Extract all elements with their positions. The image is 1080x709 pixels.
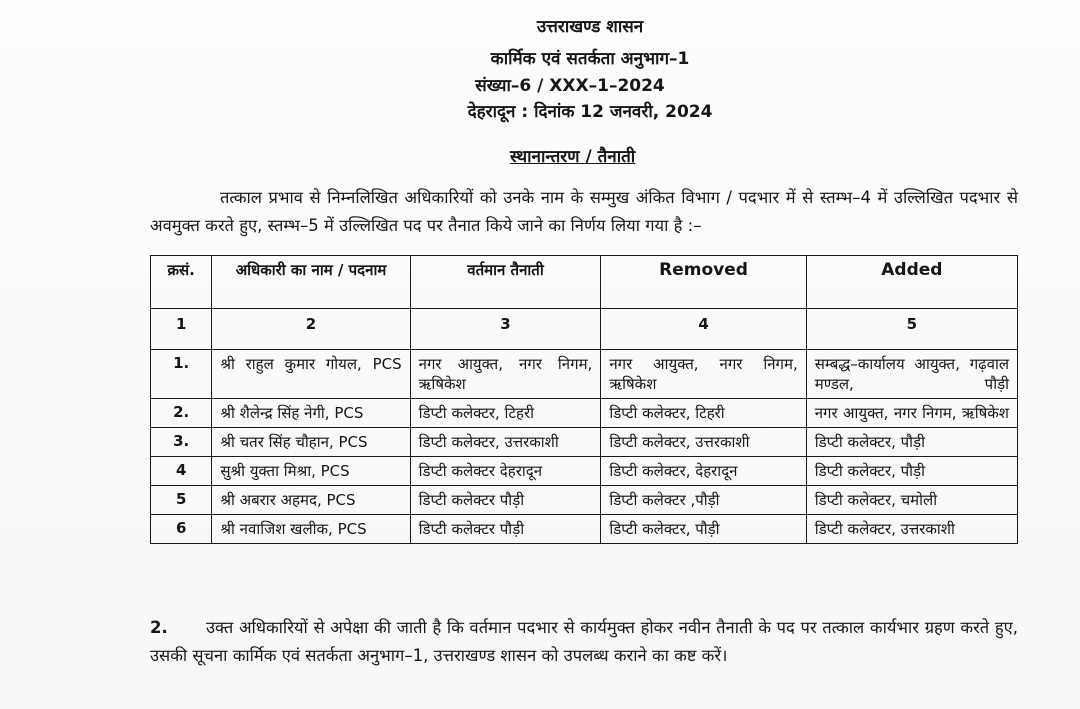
header-serial: क्रसं.	[151, 256, 212, 309]
transfer-table	[150, 255, 1018, 544]
table-row	[151, 399, 1018, 428]
government-heading: उत्तराखण्ड शासन	[536, 17, 644, 37]
current-posting: नगर आयुक्त, नगर निगम, ऋषिकेश	[410, 350, 601, 399]
table-row	[151, 428, 1018, 457]
added-posting: डिप्टी कलेक्टर, उत्तरकाशी	[806, 515, 1017, 544]
table-header-row	[151, 256, 1018, 309]
table-row	[151, 515, 1018, 544]
current-posting: डिप्टी कलेक्टर पौड़ी	[410, 515, 601, 544]
header-added: Added	[806, 256, 1017, 309]
serial-number: 3.	[151, 428, 212, 457]
added-posting: डिप्टी कलेक्टर, पौड़ी	[806, 428, 1017, 457]
header-current-posting: वर्तमान तैनाती	[410, 256, 601, 309]
removed-posting: डिप्टी कलेक्टर, पौड़ी	[601, 515, 806, 544]
paragraph-intro: तत्काल प्रभाव से निम्नलिखित अधिकारियों को उनके नाम के सम्मुख अंकित विभाग / पदभार में से स्तम्भ–4 में उल्लिखित पदभार से अवमुक्त करते हुए, स्तम्भ–5 में उल्लिखित पद पर तैनात किये जाने का निर्णय लिया गया है :–	[150, 188, 1018, 235]
column-number: 1	[151, 309, 212, 350]
current-posting: डिप्टी कलेक्टर पौड़ी	[410, 486, 601, 515]
column-number: 2	[212, 309, 410, 350]
subject-title: स्थानान्तरण / तैनाती	[510, 147, 636, 167]
removed-posting: डिप्टी कलेक्टर, उत्तरकाशी	[601, 428, 806, 457]
officer-name: श्री नवाजिश खलीक, PCS	[212, 515, 410, 544]
header-removed: Removed	[601, 256, 806, 309]
table-row	[151, 457, 1018, 486]
table-row	[151, 350, 1018, 399]
removed-posting: डिप्टी कलेक्टर ,पौड़ी	[601, 486, 806, 515]
current-posting: डिप्टी कलेक्टर, उत्तरकाशी	[410, 428, 601, 457]
officer-name: श्री चतर सिंह चौहान, PCS	[212, 428, 410, 457]
added-posting: नगर आयुक्त, नगर निगम, ऋषिकेश	[806, 399, 1017, 428]
serial-number: 5	[151, 486, 212, 515]
place-date: देहरादून : दिनांक 12 जनवरी, 2024	[467, 102, 713, 122]
removed-posting: नगर आयुक्त, नगर निगम, ऋषिकेश	[601, 350, 806, 399]
officer-name: श्री शैलेन्द्र सिंह नेगी, PCS	[212, 399, 410, 428]
column-number-row	[151, 309, 1018, 350]
officer-name: श्री अबरार अहमद, PCS	[212, 486, 410, 515]
serial-number: 2.	[151, 399, 212, 428]
header-officer-name: अधिकारी का नाम / पदनाम	[212, 256, 410, 309]
paragraph-number: 2.	[150, 618, 168, 637]
paragraph-instruction	[150, 614, 1018, 670]
table-row	[151, 486, 1018, 515]
column-number: 4	[601, 309, 806, 350]
added-posting: सम्बद्ध–कार्यालय आयुक्त, गढ़वाल मण्डल, पौड़ी	[806, 350, 1017, 399]
removed-posting: डिप्टी कलेक्टर, देहरादून	[601, 457, 806, 486]
department-heading: कार्मिक एवं सतर्कता अनुभाग–1	[490, 49, 690, 69]
officer-name: सुश्री युक्ता मिश्रा, PCS	[212, 457, 410, 486]
serial-number: 4	[151, 457, 212, 486]
column-number: 3	[410, 309, 601, 350]
removed-posting: डिप्टी कलेक्टर, टिहरी	[601, 399, 806, 428]
paragraph-text: उक्त अधिकारियों से अपेक्षा की जाती है कि वर्तमान पदभार से कार्यमुक्त होकर नवीन तैनाती के पद पर तत्काल कार्यभार ग्रहण करते हुए, उसकी सूचना कार्मिक एवं सतर्कता अनुभाग–1, उत्तराखण्ड शासन को उपलब्ध कराने का कष्ट करें।	[150, 618, 1018, 665]
serial-number: 1.	[151, 350, 212, 399]
current-posting: डिप्टी कलेक्टर देहरादून	[410, 457, 601, 486]
serial-number: 6	[151, 515, 212, 544]
order-number: संख्या–6 / XXX–1–2024	[475, 76, 665, 96]
officer-name: श्री राहुल कुमार गोयल, PCS	[212, 350, 410, 399]
column-number: 5	[806, 309, 1017, 350]
current-posting: डिप्टी कलेक्टर, टिहरी	[410, 399, 601, 428]
added-posting: डिप्टी कलेक्टर, चमोली	[806, 486, 1017, 515]
added-posting: डिप्टी कलेक्टर, पौड़ी	[806, 457, 1017, 486]
